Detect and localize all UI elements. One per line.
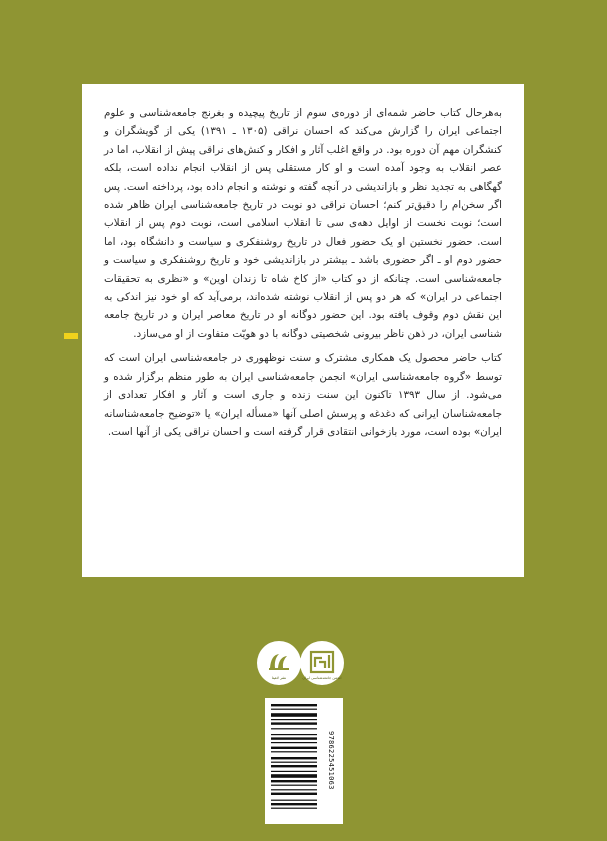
isbn-number: 9786225451063 [327,730,335,790]
publisher-logo [257,641,301,685]
blurb-paragraph-1: به‌هرحال کتاب حاضر شمه‌ای از دوره‌ی سوم از تاریخ پیچیده و بغرنج جامعه‌شناسی و علوم اجتماعی ایران را گزارش می‌کند که احسان نراقی (۱۳۰۵ ـ ۱۳۹۱) یکی از گویشگران و کنشگران مهم آن دوره بود. در واقع اغلب آثار و افکار و کنش‌های نراقی پیش از انقلاب، اما در عصر انقلاب به وجود آمده است و او کار مستقلی پس از انقلاب انجام نداده است، بلکه گهگاهی به تجدید نظر و بازاندیشی در آنچه گفته و نوشته و انجام داده بود، پرداخته است. پس اگر سخن‌ام را دقیق‌تر کنم؛ احسان نراقی دو نوبت در تاریخ جامعه‌شناسی ایران ظاهر شده است؛ نوبت نخست از اوایل دهه‌ی سی تا انقلاب اسلامی است، نوبت دوم پس از انقلاب است. حضور نخستین او یک حضور فعال در تاریخ روشنفکری و سیاست و دانشگاه بود، اما حضور دوم او ـ اگر حضوری باشد ـ بیشتر در بازاندیشی خود و تاریخ روشنفکری و سیاست و جامعه‌شناسی است. چنانکه از دو کتاب «از کاخ شاه تا زندان اوین» و «نظری به تحقیقات اجتماعی در ایران» که هر دو پس از انقلاب نوشته شده‌اند، برمی‌آید که او خود نیز اندکی به این نقش دوم وقوف یافته بود. این حضور دوگانه او در تاریخ معاصر ایران و در تاریخ جامعه شناسی ایران، در ذهن ناظر بیرونی شخصیتی دوگانه با دو هویّت متفاوت از او می‌سازد. [104,107,502,340]
isbn-barcode [265,698,343,824]
association-caption: انجمن جامعه‌شناسی ایران [302,676,342,680]
blurb-panel [82,84,524,577]
publisher-caption: نشر لاهیتا [271,676,287,680]
association-logo [300,641,344,685]
left-accent-mark [64,333,78,339]
blurb-paragraph-2: کتاب حاضر محصول یک همکاری مشترک و سنت نوظهوری در جامعه‌شناسی ایران است که توسط «گروه جامعه‌شناسی ایران» انجمن جامعه‌شناسی ایران به طور منظم برگزار شده و می‌شود. از سال ۱۳۹۳ تاکنون این سنت زنده و جاری است و آثار و افکار تعدادی از جامعه‌شناسان ایرانی که دغدغه و پرسش اصلی آنها «مسأله ایران» یا «توضیح جامعه‌شناسانه ایران» بوده است، مورد بازخوانی انتقادی قرار گرفته است و احسان نراقی یکی از آنها است. [104,352,502,438]
